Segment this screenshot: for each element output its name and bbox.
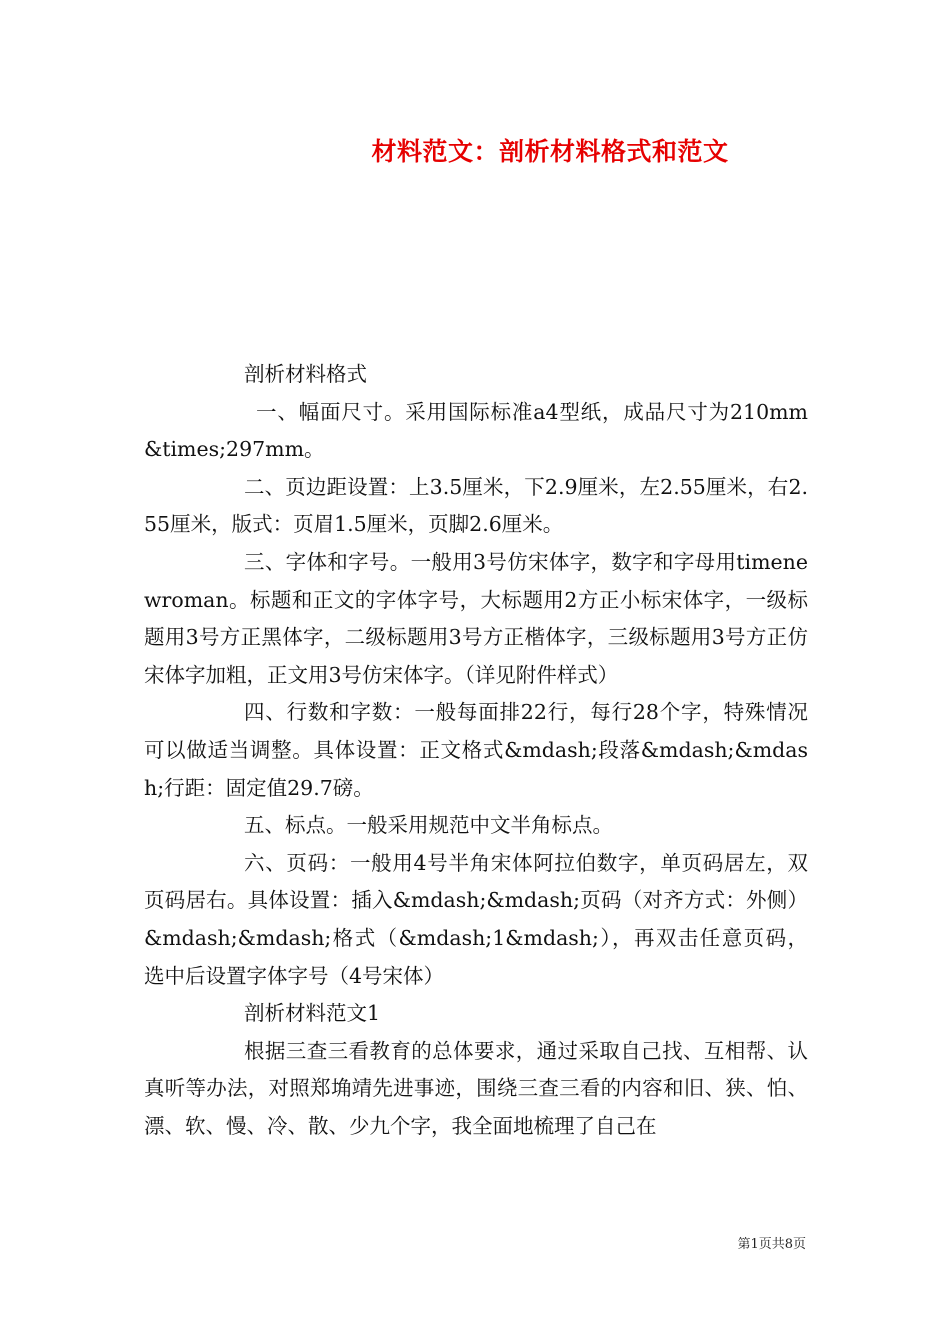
paragraph-page-size: 一、幅面尺寸。采用国际标准a4型纸，成品尺寸为210mm&times;297mm。	[144, 399, 808, 462]
paragraph-fonts: 三、字体和字号。一般用3号仿宋体字，数字和字母用timenewroman。标题和正文的字体字号，大标题用2方正小标宋体字，一级标题用3号方正黑体字，二级标题用3号方正楷体字，三级标题用3号方正仿宋体字加粗，正文用3号仿宋体字。（详见附件样式）	[144, 549, 808, 687]
paragraph-page-numbers: 六、页码：一般用4号半角宋体阿拉伯数字，单页码居左，双页码居右。具体设置：插入&mdash;&mdash;页码（对齐方式：外侧）&mdash;&mdash;格式（&mdash;1&mdash;），再双击任意页码，选中后设置字体字号（4号宋体）	[144, 850, 808, 988]
paragraph-punctuation: 五、标点。一般采用规范中文半角标点。	[244, 813, 613, 838]
section-heading-format: 剖析材料格式	[244, 362, 367, 386]
page-footer: 第1页共8页	[737, 1237, 806, 1252]
section-heading-example: 剖析材料范文1	[244, 1001, 381, 1026]
paragraph-lines: 四、行数和字数：一般每面排22行，每行28个字，特殊情况可以做适当调整。具体设置：正文格式&mdash;段落&mdash;&mdash;行距：固定值29.7磅。	[144, 700, 808, 800]
paragraph-example-body: 根据三查三看教育的总体要求，通过采取自己找、互相帮、认真听等办法，对照郑埆靖先进事迹，围绕三查三看的内容和旧、狭、怕、漂、软、慢、冷、散、少九个字，我全面地梳理了自己在	[144, 1038, 808, 1138]
document-title: 材料范文：剖析材料格式和范文	[371, 137, 729, 166]
document-body	[144, 356, 808, 1145]
paragraph-margins: 二、页边距设置：上3.5厘米，下2.9厘米，左2.55厘米，右2.55厘米，版式：页眉1.5厘米，页脚2.6厘米。	[144, 474, 808, 537]
